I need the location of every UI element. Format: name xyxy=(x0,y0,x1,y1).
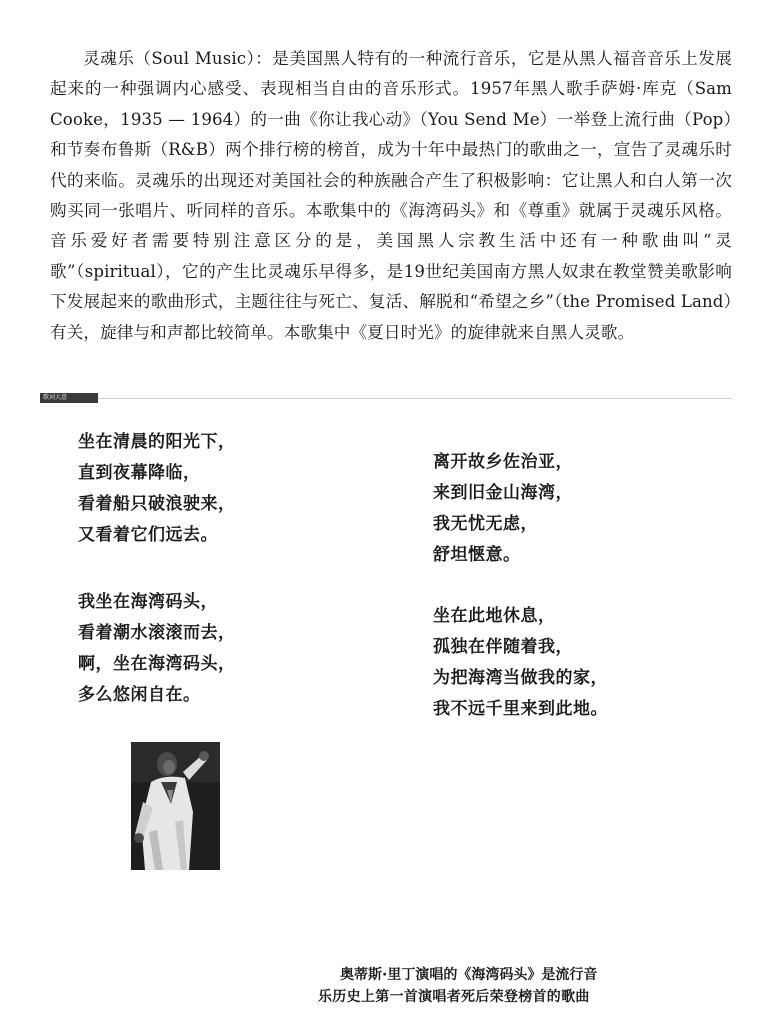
lyric-line: 坐在此地休息， xyxy=(433,606,556,626)
intro-paragraph: 灵魂乐（Soul Music）：是美国黑人特有的一种流行音乐，它是从黑人福音音乐上发展起来的一种强调内心感受、表现相当自由的音乐形式。1957年黑人歌手萨姆·库克（Sam Cooke，1935 — 1964）的一曲《你让我心动》（You Send Me）一举登上流行曲（Pop）和节奏布鲁斯（R&B）两个排行榜的榜首，成为十年中最热门的歌曲之一，宣告了灵魂乐时代的来临。灵魂乐的出现还对美国社会的种族融合产生了积极影响：它让黑人和白人第一次购买同一张唱片、听同样的音乐。本歌集中的《海湾码头》和《尊重》就属于灵魂乐风格。音乐爱好者需要特别注意区分的是，美国黑人宗教生活中还有一种歌曲叫“灵歌”（spiritual），它的产生比灵魂乐早得多，是19世纪美国南方黑人奴隶在教堂赞美歌影响下发展起来的歌曲形式，主题往往与死亡、复活、解脱和“希望之乡”（the Promised Land）有关，旋律与和声都比较简单。本歌集中《夏日时光》的旋律就来自黑人灵歌。 xyxy=(50,49,732,342)
caption-line-1: 奥蒂斯·里丁演唱的《海湾码头》是流行音 xyxy=(340,967,598,983)
lyrics-stanza-left-1 xyxy=(78,427,236,551)
lyric-line: 我无忧无虑， xyxy=(433,514,538,534)
lyric-line: 又看着它们远去。 xyxy=(78,525,218,545)
section-divider xyxy=(98,398,732,399)
lyric-line: 孤独在伴随着我， xyxy=(433,637,573,657)
lyric-line: 离开故乡佐治亚， xyxy=(433,452,573,472)
lyrics-stanza-right-2 xyxy=(433,601,608,725)
photo-caption xyxy=(318,964,658,1008)
lyric-line: 为把海湾当做我的家， xyxy=(433,668,608,688)
lyric-line: 看着船只破浪驶来， xyxy=(78,494,236,514)
lyric-line: 我不远千里来到此地。 xyxy=(433,699,608,719)
lyric-line: 我坐在海湾码头， xyxy=(78,592,218,612)
caption-line-2: 乐历史上第一首演唱者死后荣登榜首的歌曲 xyxy=(318,989,590,1005)
lyrics-stanza-left-2 xyxy=(78,587,236,711)
lyrics-section-tag: 歌词大意 xyxy=(40,393,98,403)
lyric-line: 舒坦惬意。 xyxy=(433,545,521,565)
lyric-line: 啊，坐在海湾码头， xyxy=(78,654,236,674)
lyric-line: 坐在清晨的阳光下， xyxy=(78,432,236,452)
lyric-line: 多么悠闲自在。 xyxy=(78,685,201,705)
lyric-line: 看着潮水滚滚而去， xyxy=(78,623,236,643)
lyrics-stanza-right-1 xyxy=(433,447,573,571)
lyric-line: 直到夜幕降临， xyxy=(78,463,201,483)
singer-photo xyxy=(131,742,220,870)
lyric-line: 来到旧金山海湾， xyxy=(433,483,573,503)
singer-photo-icon xyxy=(131,742,220,870)
